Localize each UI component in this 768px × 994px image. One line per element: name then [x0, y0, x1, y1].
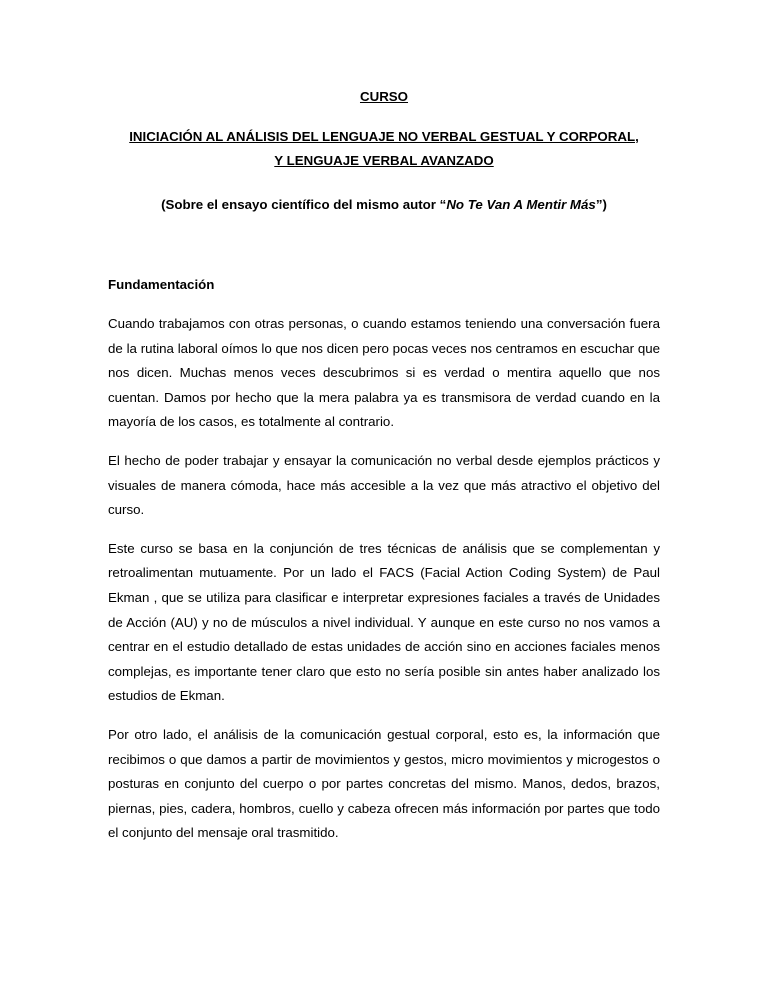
- course-title: INICIACIÓN AL ANÁLISIS DEL LENGUAJE NO VERBAL GESTUAL Y CORPORAL, Y LENGUAJE VERBAL AVANZADO: [129, 129, 639, 168]
- subtitle: [108, 194, 660, 216]
- section-title: Fundamentación: [108, 277, 215, 292]
- book-title: No Te Van A Mentir Más: [446, 197, 596, 212]
- paragraph-2: El hecho de poder trabajar y ensayar la comunicación no verbal desde ejemplos prácticos y visuales de manera cómoda, hace más accesible a la vez que más atractivo el objetivo del curso.: [108, 452, 660, 518]
- paragraph-4: Por otro lado, el análisis de la comunicación gestual corporal, esto es, la información que recibimos o que damos a partir de movimientos y gestos, micro movimientos y microgestos o posturas en conjunto del cuerpo o por partes concretas del mismo. Manos, dedos, brazos, piernas, pies, cadera, hombros, cuello y cabeza ofrecen más información por partes que todo el conjunto del mensaje oral trasmitido.: [108, 726, 660, 841]
- paragraph-3: Este curso se basa en la conjunción de tres técnicas de análisis que se complementan y retroalimentan mutuamente. Por un lado el FACS (Facial Action Coding System) de Paul Ekman , que se utiliza para clasificar e interpretar expresiones faciales a través de Unidades de Acción (AU) y no de músculos a nivel individual. Y aunque en este curso no nos vamos a centrar en el estudio detallado de estas unidades de acción sino en acciones faciales menos complejas, es importante tener claro que esto no sería posible sin antes haber analizado los estudios de Ekman.: [108, 540, 660, 704]
- course-label: CURSO: [359, 89, 409, 104]
- subtitle-prefix: (Sobre el ensayo científico del mismo autor “: [161, 197, 447, 212]
- subtitle-suffix: ”): [595, 197, 607, 212]
- paragraph-1: Cuando trabajamos con otras personas, o cuando estamos teniendo una conversación fuera de la rutina laboral oímos lo que nos dicen pero pocas veces nos centramos en escuchar que nos dicen. Muchas menos veces descubrimos si es verdad o mentira aquello que nos cuentan. Damos por hecho que la mera palabra ya es transmisora de verdad cuando en la mayoría de los casos, es totalmente al contrario.: [108, 316, 660, 430]
